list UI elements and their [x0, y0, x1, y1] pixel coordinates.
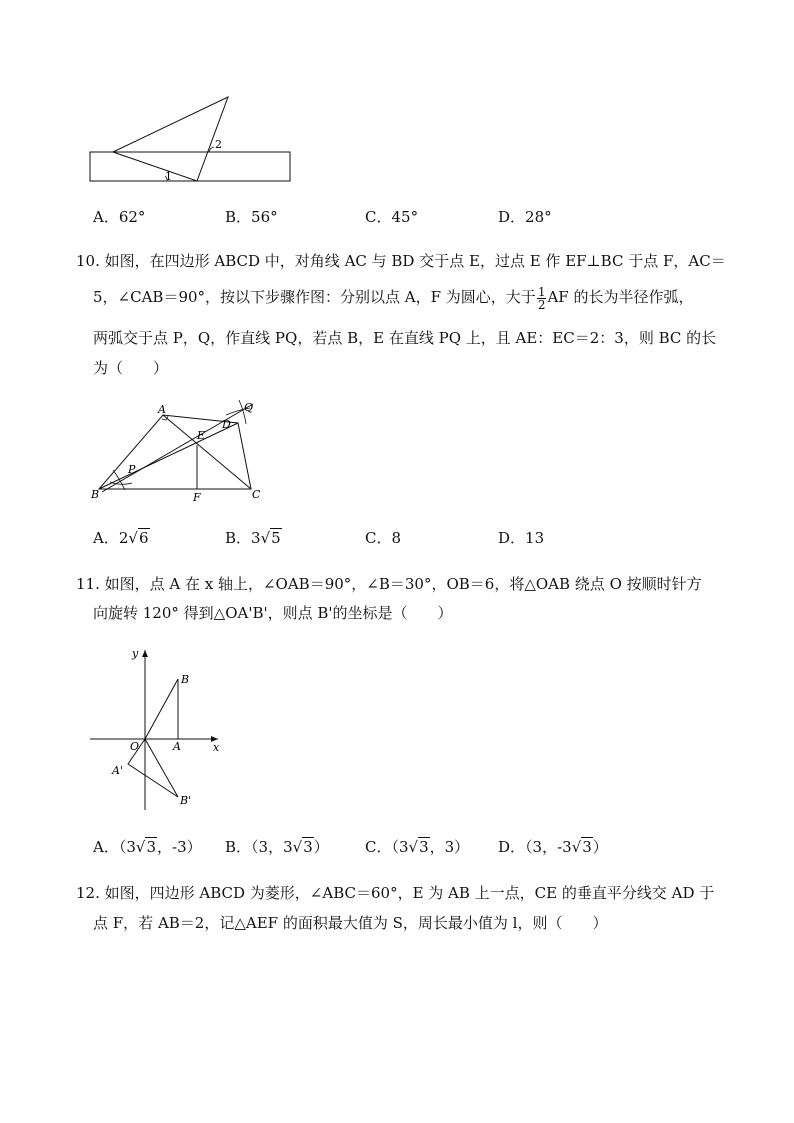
label-a-prime: A' — [112, 764, 123, 777]
label-a: A — [158, 403, 166, 416]
q9-option-b[interactable]: B．56° — [225, 208, 278, 226]
label-x: x — [213, 741, 220, 754]
label-f: F — [193, 491, 201, 504]
q11-figure — [86, 642, 231, 814]
fraction-half: $\frac{1}{2}$ — [537, 284, 546, 312]
angle-2-label: 2 — [215, 138, 222, 151]
q11-line-2: 向旋转 120° 得到△OA'B'，则点 B'的坐标是（ ） — [93, 604, 453, 622]
q11-option-d[interactable]: D．（3，-3√3） — [498, 838, 608, 856]
q11-option-b[interactable]: B．（3，3√3） — [225, 838, 329, 856]
triangle-oab — [145, 679, 178, 739]
q10-option-d[interactable]: D．13 — [498, 529, 545, 547]
q10-option-c[interactable]: C．8 — [365, 529, 402, 547]
label-b: B — [91, 488, 100, 501]
label-b: B — [181, 673, 190, 686]
q9-option-a[interactable]: A．62° — [93, 208, 146, 226]
q10-figure — [88, 400, 273, 508]
q10-line-4: 为（ ） — [93, 359, 169, 377]
label-b-prime: B' — [180, 794, 192, 807]
q10-line-3: 两弧交于点 P，Q，作直线 PQ，若点 B，E 在直线 PQ 上，且 AE：EC＝2：3，则 BC 的长 — [93, 329, 717, 347]
q12-line-2: 点 F，若 AB＝2，记△AEF 的面积最大值为 S，周长最小值为 l，则（ ） — [93, 914, 608, 932]
label-c: C — [252, 488, 261, 501]
label-d: D — [222, 418, 231, 431]
label-p: P — [128, 463, 136, 476]
q9-option-d[interactable]: D．28° — [498, 208, 552, 226]
label-a: A — [173, 740, 181, 753]
q11-option-c[interactable]: C．（3√3，3） — [365, 838, 470, 856]
q9-figure — [85, 92, 300, 188]
q9-option-c[interactable]: C．45° — [365, 208, 419, 226]
q12-line-1: 12. 如图，四边形 ABCD 为菱形，∠ABC＝60°，E 为 AB 上一点，CE 的垂直平分线交 AD 于 — [76, 884, 715, 902]
diagonal-bd — [99, 423, 238, 489]
triangle — [113, 97, 228, 181]
q10-line-2: 5，∠CAB＝90°，按以下步骤作图：分别以点 A，F 为圆心，大于 $\frac{1}{2}$ AF 的长为半径作弧， — [93, 284, 694, 312]
ruler-rect — [90, 152, 290, 181]
q11-line-1: 11. 如图，点 A 在 x 轴上，∠OAB＝90°，∠B＝30°，OB＝6，将△OAB 绕点 O 按顺时针方 — [76, 575, 702, 593]
q11-option-a[interactable]: A．（3√3，-3） — [93, 838, 202, 856]
angle-1-label: 1 — [165, 170, 172, 183]
q10-option-a[interactable]: A．2√6 — [93, 529, 149, 547]
label-y: y — [132, 647, 139, 660]
label-q: Q — [244, 401, 254, 414]
label-e: E — [197, 429, 206, 442]
q10-line-1: 10. 如图，在四边形 ABCD 中，对角线 AC 与 BD 交于点 E，过点 E 作 EF⊥BC 于点 F，AC＝ — [76, 252, 726, 270]
label-o: O — [130, 740, 140, 753]
q10-option-b[interactable]: B．3√5 — [225, 529, 281, 547]
